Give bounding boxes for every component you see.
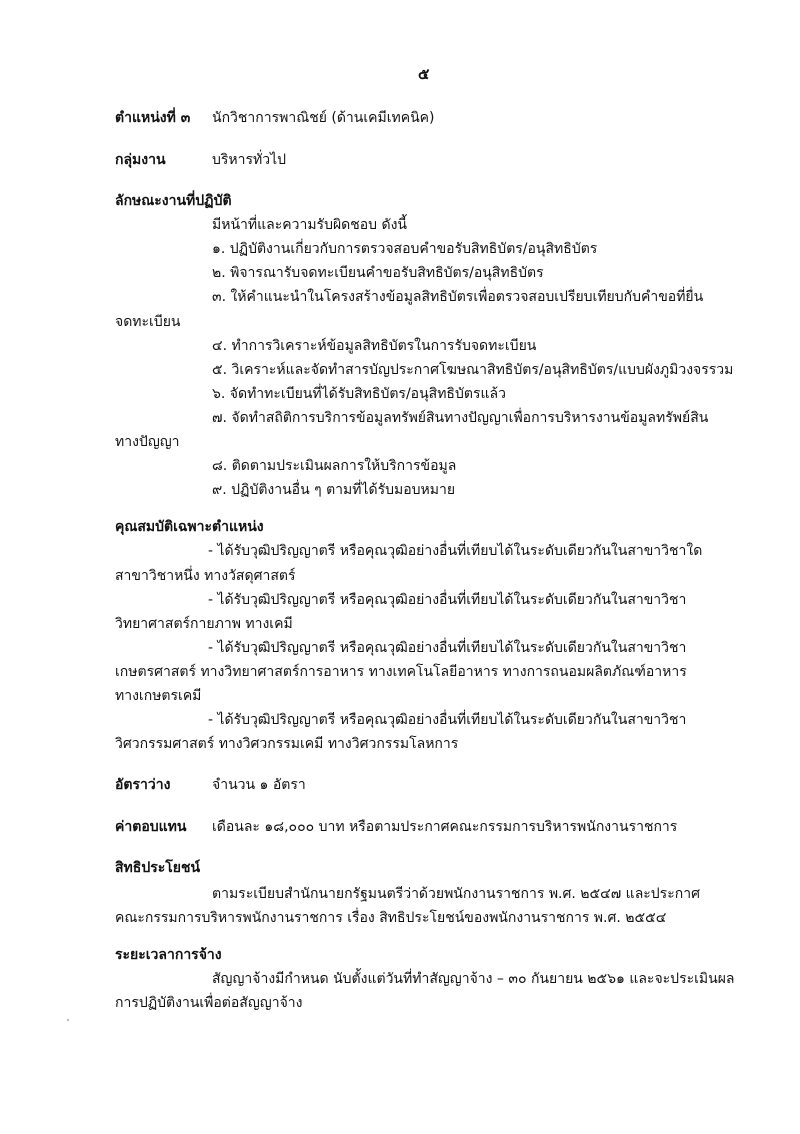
qualification-line: - ได้รับวุฒิปริญญาตรี หรือคุณวุฒิอย่างอื่นที่เทียบได้ในระดับเดียวกันในสาขาวิชา <box>208 640 687 656</box>
position-value: นักวิชาการพาณิชย์ (ด้านเคมีเทคนิค) <box>212 110 435 126</box>
qualification-line: สาขาวิชาหนึ่ง ทางวัสดุศาสตร์ <box>115 568 296 584</box>
compensation-label: ค่าตอบแทน <box>115 819 187 835</box>
compensation-value: เดือนละ ๑๘,๐๐๐ บาท หรือตามประกาศคณะกรรมการบริหารพนักงานราชการ <box>212 819 678 835</box>
duty-item: ๖. จัดทำทะเบียนที่ได้รับสิทธิบัตร/อนุสิทธิบัตรแล้ว <box>212 386 506 402</box>
qualification-line: - ได้รับวุฒิปริญญาตรี หรือคุณวุฒิอย่างอื่นที่เทียบได้ในระดับเดียวกันในสาขาวิชา <box>208 592 687 608</box>
duty-item: ๗. จัดทำสถิติการบริการข้อมูลทรัพย์สินทางปัญญาเพื่อการบริหารงานข้อมูลทรัพย์สิน <box>212 410 709 426</box>
employment-period-line: การปฏิบัติงานเพื่อต่อสัญญาจ้าง <box>115 995 303 1011</box>
qualification-line: - ได้รับวุฒิปริญญาตรี หรือคุณวุฒิอย่างอื่นที่เทียบได้ในระดับเดียวกันในสาขาวิชา <box>208 712 687 728</box>
qualification-line: ทางเกษตรเคมี <box>115 688 202 704</box>
vacancy-value: จำนวน ๑ อัตรา <box>212 777 306 793</box>
duties-intro: มีหน้าที่และความรับผิดชอบ ดังนี้ <box>212 217 408 233</box>
duty-item-continuation: ทางปัญญา <box>115 434 180 450</box>
duty-item: ๑. ปฏิบัติงานเกี่ยวกับการตรวจสอบคำขอรับสิทธิบัตร/อนุสิทธิบัตร <box>212 241 598 257</box>
qualification-line: วิศวกรรมศาสตร์ ทางวิศวกรรมเคมี ทางวิศวกรรมโลหการ <box>115 736 459 752</box>
employment-period-heading: ระยะเวลาการจ้าง <box>115 947 222 963</box>
duty-item: ๓. ให้คำแนะนำในโครงสร้างข้อมูลสิทธิบัตรเพื่อตรวจสอบเปรียบเทียบกับคำขอที่ยื่น <box>212 289 704 305</box>
duty-item: ๕. วิเคราะห์และจัดทำสารบัญประกาศโฆษณาสิทธิบัตร/อนุสิทธิบัตร/แบบผังภูมิวงจรรวม <box>212 362 734 378</box>
page-number: ๕ <box>418 65 430 83</box>
duties-heading: ลักษณะงานที่ปฏิบัติ <box>115 193 232 209</box>
duty-item: ๙. ปฏิบัติงานอื่น ๆ ตามที่ได้รับมอบหมาย <box>212 482 456 498</box>
benefits-line: คณะกรรมการบริหารพนักงานราชการ เรื่อง สิทธิประโยชน์ของพนักงานราชการ พ.ศ. ๒๕๕๔ <box>115 910 667 926</box>
duty-item: ๔. ทำการวิเคราะห์ข้อมูลสิทธิบัตรในการรับจดทะเบียน <box>212 338 537 354</box>
duty-item-continuation: จดทะเบียน <box>115 314 181 330</box>
duty-item: ๒. พิจารณารับจดทะเบียนคำขอรับสิทธิบัตร/อนุสิทธิบัตร <box>212 265 544 281</box>
scan-speck <box>67 1019 69 1021</box>
benefits-heading: สิทธิประโยชน์ <box>115 860 201 876</box>
qualifications-heading: คุณสมบัติเฉพาะตำแหน่ง <box>115 519 264 535</box>
benefits-line: ตามระเบียบสำนักนายกรัฐมนตรีว่าด้วยพนักงานราชการ พ.ศ. ๒๕๔๗ และประกาศ <box>212 886 700 902</box>
vacancy-label: อัตราว่าง <box>115 777 171 793</box>
work-group-label: กลุ่มงาน <box>115 152 166 168</box>
qualification-line: วิทยาศาสตร์กายภาพ ทางเคมี <box>115 616 293 632</box>
qualification-line: เกษตรศาสตร์ ทางวิทยาศาสตร์การอาหาร ทางเทคโนโลยีอาหาร ทางการถนอมผลิตภัณฑ์อาหาร <box>115 664 687 680</box>
qualification-line: - ได้รับวุฒิปริญญาตรี หรือคุณวุฒิอย่างอื่นที่เทียบได้ในระดับเดียวกันในสาขาวิชาใด <box>208 543 703 559</box>
duty-item: ๘. ติดตามประเมินผลการให้บริการข้อมูล <box>212 458 457 474</box>
position-label: ตำแหน่งที่ ๓ <box>115 110 191 126</box>
work-group-value: บริหารทั่วไป <box>212 152 287 168</box>
employment-period-line: สัญญาจ้างมีกำหนด นับตั้งแต่วันที่ทำสัญญาจ้าง – ๓๐ กันยายน ๒๕๖๑ และจะประเมินผล <box>212 971 735 987</box>
